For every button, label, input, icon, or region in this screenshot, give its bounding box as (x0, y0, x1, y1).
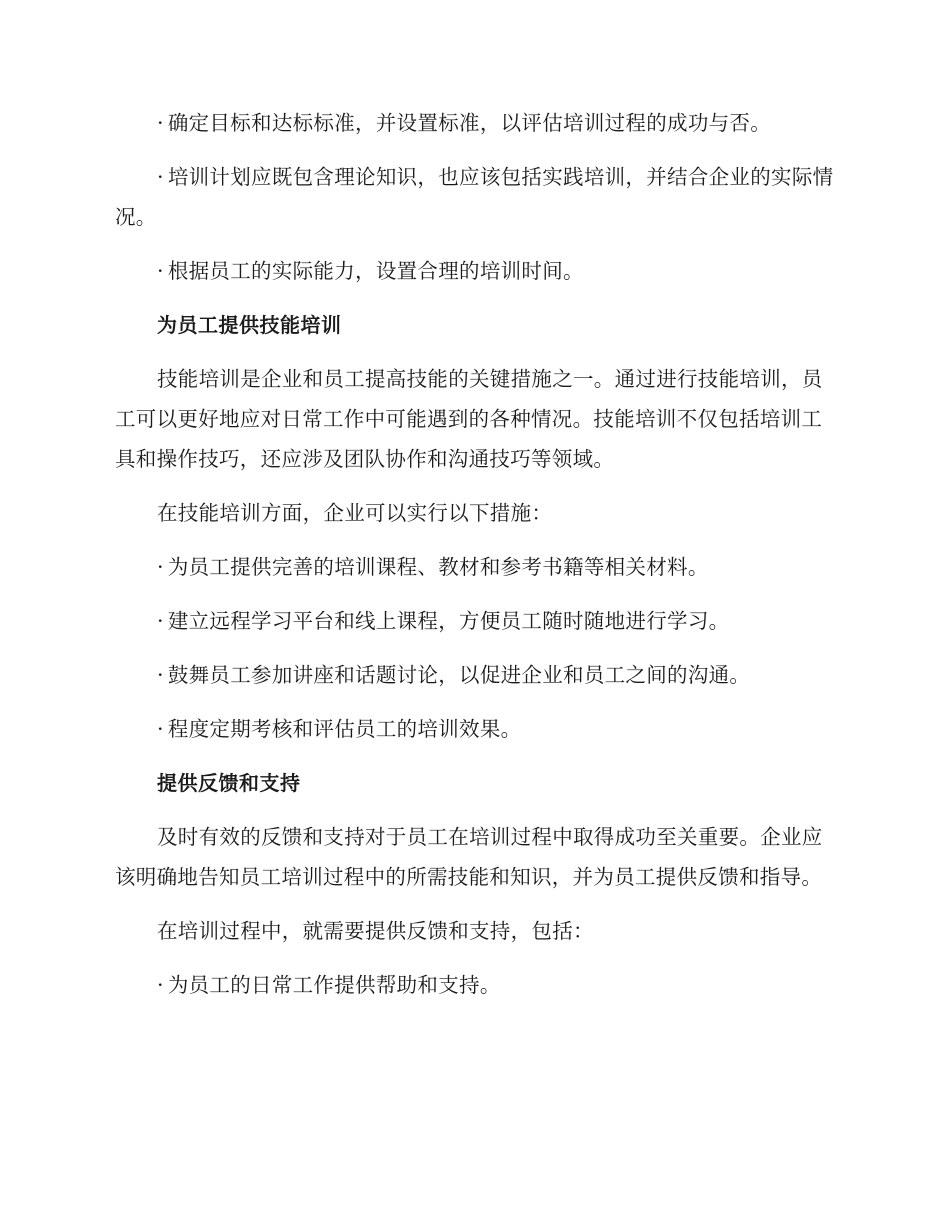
bullet-marker: · (157, 663, 164, 687)
bullet-item (115, 157, 835, 237)
bullet-text: 鼓舞员工参加讲座和话题讨论，以促进企业和员工之间的沟通。 (167, 663, 751, 687)
body-paragraph: 在技能培训方面，企业可以实行以下措施： (157, 501, 553, 525)
body-paragraph: 技能培训是企业和员工提高技能的关键措施之一。通过进行技能培训，员工可以更好地应对日常工作中可能遇到的各种情况。技能培训不仅包括培训工具和操作技巧，还应涉及团队协作和沟通技巧等领域。 (115, 367, 823, 471)
bullet-text: 为员工提供完善的培训课程、教材和参考书籍等相关材料。 (167, 555, 709, 579)
bullet-text: 根据员工的实际能力，设置合理的培训时间。 (167, 259, 584, 283)
bullet-marker: · (157, 717, 164, 741)
bullet-item (115, 547, 835, 587)
document-body (115, 103, 835, 1019)
bullet-item (115, 965, 835, 1005)
bullet-item (115, 709, 835, 749)
bullet-marker: · (157, 165, 164, 189)
bullet-marker: · (157, 555, 164, 579)
bullet-marker: · (157, 973, 164, 997)
body-paragraph: 在培训过程中，就需要提供反馈和支持，包括： (157, 919, 594, 943)
bullet-item (115, 655, 835, 695)
bullet-item (115, 251, 835, 291)
bullet-item (115, 601, 835, 641)
bullet-marker: · (157, 111, 164, 135)
bullet-text: 建立远程学习平台和线上课程，方便员工随时随地进行学习。 (167, 609, 730, 633)
bullet-marker: · (157, 609, 164, 633)
section-heading: 提供反馈和支持 (157, 771, 301, 795)
section-heading: 为员工提供技能培训 (157, 313, 342, 337)
bullet-text: 培训计划应既包含理论知识，也应该包括实践培训，并结合企业的实际情况。 (115, 165, 834, 229)
bullet-marker: · (157, 259, 164, 283)
body-paragraph: 及时有效的反馈和支持对于员工在培训过程中取得成功至关重要。企业应该明确地告知员工培训过程中的所需技能和知识，并为员工提供反馈和指导。 (115, 825, 823, 889)
bullet-item (115, 103, 835, 143)
bullet-text: 确定目标和达标标准，并设置标准，以评估培训过程的成功与否。 (167, 111, 772, 135)
bullet-text: 为员工的日常工作提供帮助和支持。 (167, 973, 501, 997)
bullet-text: 程度定期考核和评估员工的培训效果。 (167, 717, 522, 741)
